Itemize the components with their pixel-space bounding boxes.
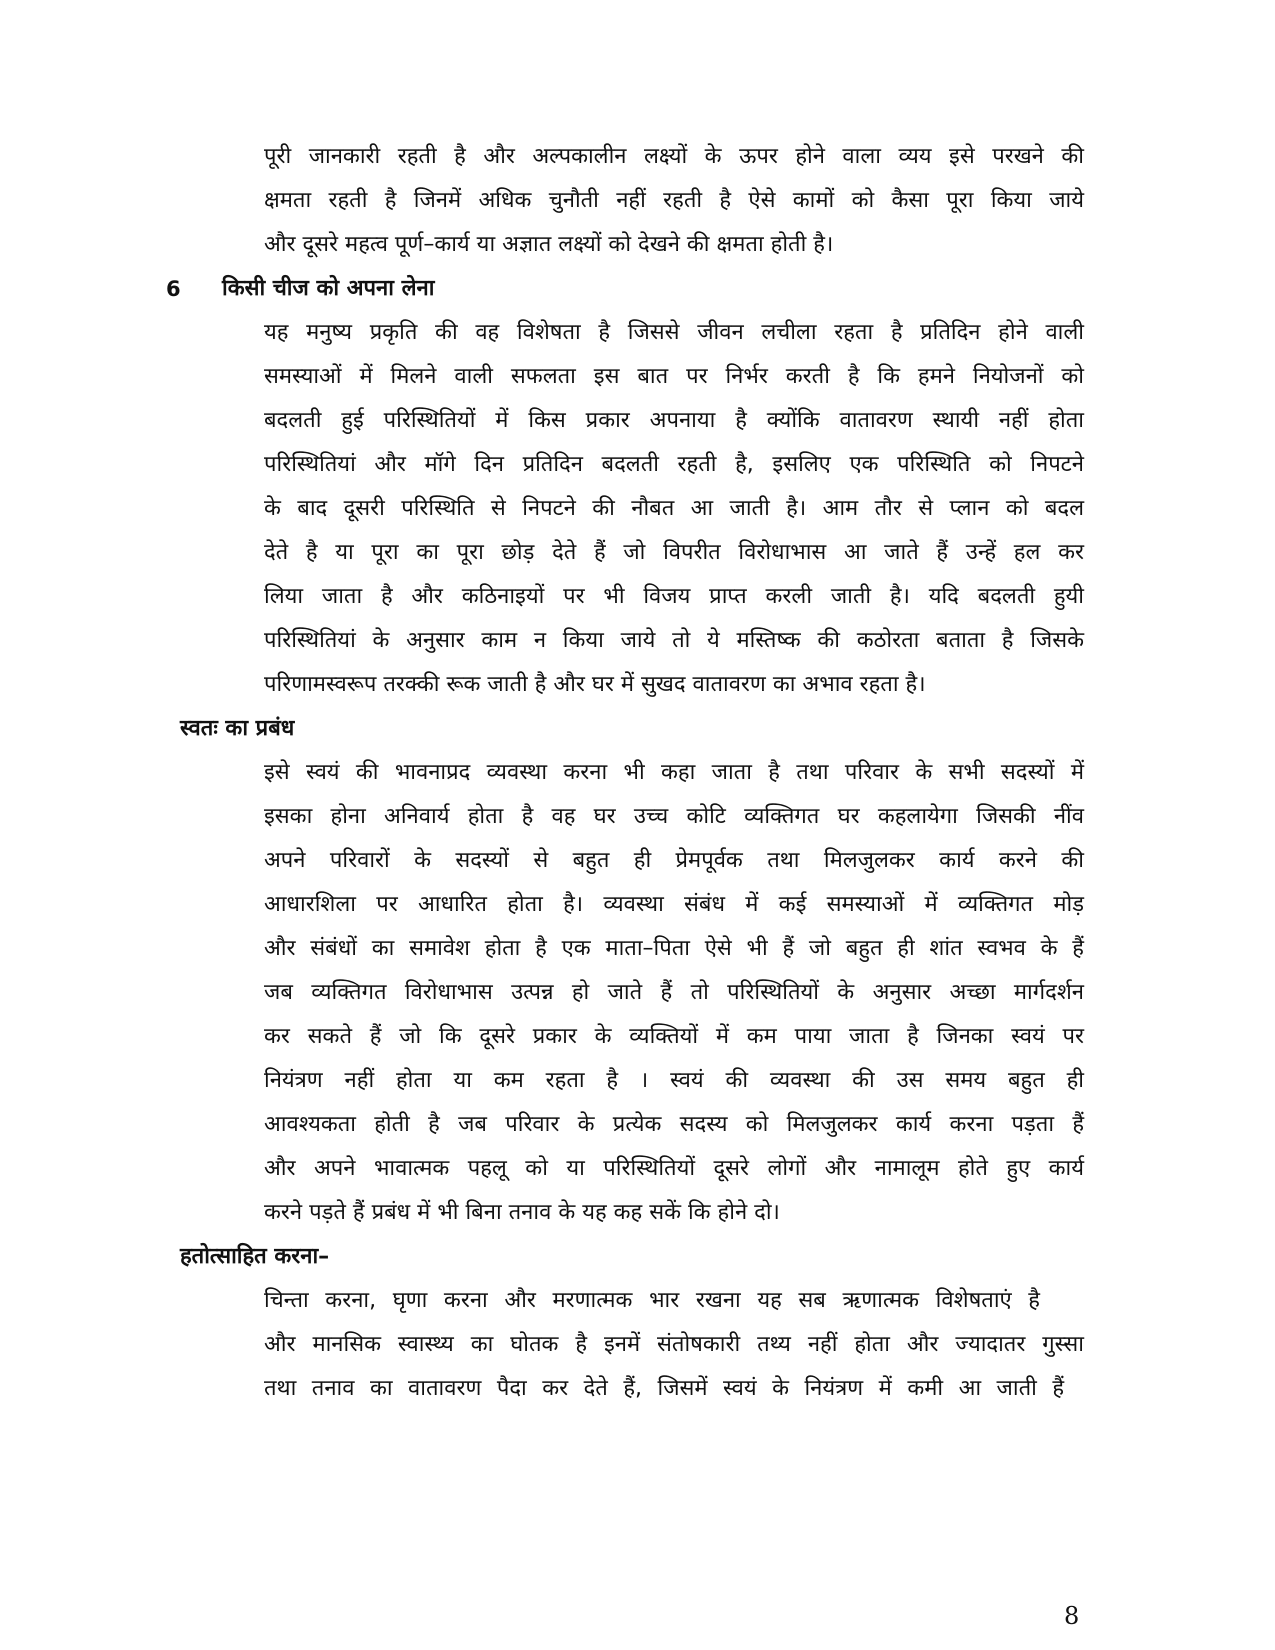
text-line: और दूसरे महत्व पूर्ण–कार्य या अज्ञात लक्ष्यों को देखने की क्षमता होती है। (264, 232, 834, 257)
text-line: बदलती हुई परिस्थितियों में किस प्रकार अपनाया है क्योंकि वातावरण स्थायी नहीं होता (264, 408, 1084, 433)
text-line: और अपने भावात्मक पहलू को या परिस्थितियों दूसरे लोगों और नामालूम होते हुए कार्य (264, 1156, 1084, 1181)
section-heading: किसी चीज को अपना लेना (222, 276, 435, 301)
text-line: क्षमता रहती है जिनमें अधिक चुनौती नहीं रहती है ऐसे कामों को कैसा पूरा किया जाये (264, 188, 1084, 213)
text-line: परिस्थितियां और मॉगे दिन प्रतिदिन बदलती रहती है, इसलिए एक परिस्थिति को निपटने (264, 452, 1084, 477)
text-line: अपने परिवारों के सदस्यों से बहुत ही प्रेमपूर्वक तथा मिलजुलकर कार्य करने की (264, 848, 1084, 873)
section-number: 6 (166, 277, 181, 301)
text-line: जब व्यक्तिगत विरोधाभास उत्पन्न हो जाते हैं तो परिस्थितियों के अनुसार अच्छा मार्गदर्शन (264, 980, 1084, 1005)
text-line: पूरी जानकारी रहती है और अल्पकालीन लक्ष्यों के ऊपर होने वाला व्यय इसे परखने की (264, 144, 1084, 169)
text-line: इसका होना अनिवार्य होता है वह घर उच्च कोटि व्यक्तिगत घर कहलायेगा जिसकी नींव (264, 804, 1084, 829)
text-line: चिन्ता करना, घृणा करना और मरणात्मक भार रखना यह सब ऋणात्मक विशेषताएं है (264, 1288, 1040, 1313)
text-line: करने पड़ते हैं प्रबंध में भी बिना तनाव के यह कह सकें कि होने दो। (264, 1200, 780, 1225)
section-heading: हतोत्साहित करना– (180, 1244, 330, 1269)
page-number: 8 (1064, 1602, 1080, 1630)
text-line: कर सकते हैं जो कि दूसरे प्रकार के व्यक्तियों में कम पाया जाता है जिनका स्वयं पर (264, 1024, 1084, 1049)
text-line: लिया जाता है और कठिनाइयों पर भी विजय प्राप्त करली जाती है। यदि बदलती हुयी (264, 584, 1084, 609)
text-line: तथा तनाव का वातावरण पैदा कर देते हैं, जिसमें स्वयं के नियंत्रण में कमी आ जाती हैं (264, 1376, 1064, 1401)
text-line: देते है या पूरा का पूरा छोड़ देते हैं जो विपरीत विरोधाभास आ जाते हैं उन्हें हल कर (264, 540, 1084, 565)
text-line: आवश्यकता होती है जब परिवार के प्रत्येक सदस्य को मिलजुलकर कार्य करना पड़ता हैं (264, 1112, 1084, 1137)
text-line: इसे स्वयं की भावनाप्रद व्यवस्था करना भी कहा जाता है तथा परिवार के सभी सदस्यों में (264, 760, 1084, 785)
section-heading: स्वतः का प्रबंध (180, 716, 295, 741)
text-line: आधारशिला पर आधारित होता है। व्यवस्था संबंध में कई समस्याओं में व्यक्तिगत मोड़ (264, 892, 1084, 917)
text-line: और मानसिक स्वास्थ्य का घोतक है इनमें संतोषकारी तथ्य नहीं होता और ज्यादातर गुस्सा (264, 1332, 1084, 1357)
text-line: नियंत्रण नहीं होता या कम रहता है । स्वयं की व्यवस्था की उस समय बहुत ही (264, 1068, 1084, 1093)
text-line: यह मनुष्य प्रकृति की वह विशेषता है जिससे जीवन लचीला रहता है प्रतिदिन होने वाली (264, 320, 1084, 345)
text-line: परिणामस्वरूप तरक्की रूक जाती है और घर में सुखद वातावरण का अभाव रहता है। (264, 672, 926, 697)
text-line: परिस्थितियां के अनुसार काम न किया जाये तो ये मस्तिष्क की कठोरता बताता है जिसके (264, 628, 1084, 653)
text-line: के बाद दूसरी परिस्थिति से निपटने की नौबत आ जाती है। आम तौर से प्लान को बदल (264, 496, 1084, 521)
text-line: और संबंधों का समावेश होता है एक माता–पिता ऐसे भी हैं जो बहुत ही शांत स्वभव के हैं (264, 936, 1084, 961)
text-line: समस्याओं में मिलने वाली सफलता इस बात पर निर्भर करती है कि हमने नियोजनों को (264, 364, 1084, 389)
